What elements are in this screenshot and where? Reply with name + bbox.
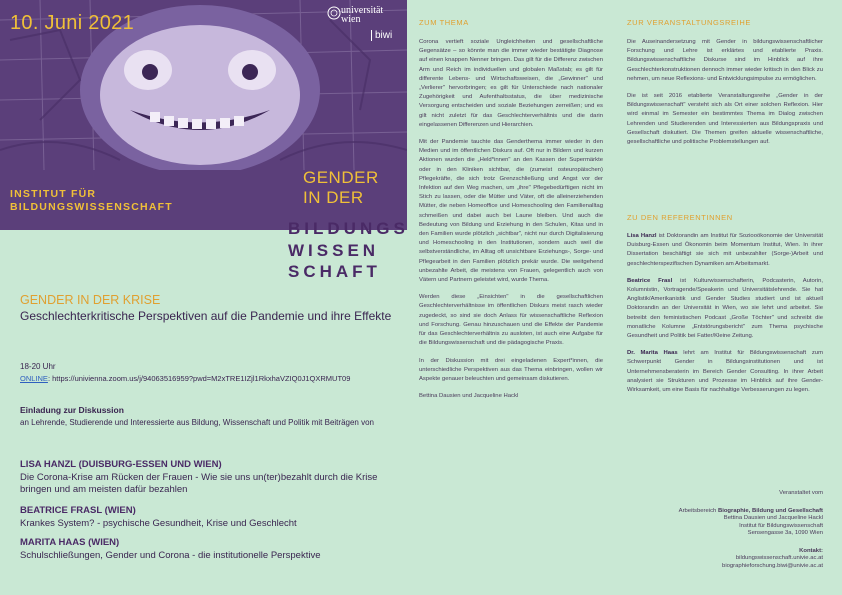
logo-line-1: universität bbox=[341, 5, 384, 16]
hero-image bbox=[0, 0, 407, 170]
paragraph: Die ist seit 2016 etablierte Veranstaltungsreihe „Gender in der Bildungswissenschaft" versteht sich als Ort einer solchen Reflexion. Hier wird einmal im Semester ein bestimmtes Thema im Dialog zwischen Lehrenden und Studierenden und Interessierten aus Bildungspraxis und Gesellschaft diskutiert. Die Themen greifen aktuelle wissenschaftliche, gesellschaftliche und politische Problemstellungen auf. bbox=[627, 93, 823, 146]
bio bbox=[627, 232, 823, 269]
right-panel bbox=[613, 0, 842, 595]
invite-text: an Lehrende, Studierende und Interessierte aus Bildung, Wissenschaft und Politik mit Beiträgen von bbox=[20, 418, 374, 427]
event-time: 18-20 Uhr bbox=[20, 362, 56, 371]
area-prefix: Arbeitsbereich bbox=[678, 508, 718, 514]
event-subtitle: Geschlechterkritische Perspektiven auf die Pandemie und ihre Effekte bbox=[20, 309, 392, 323]
referentinnen-text bbox=[627, 232, 823, 403]
speaker-name: MARITA HAAS (WIEN) bbox=[20, 537, 120, 548]
invite-heading: Einladung zur Diskussion bbox=[20, 405, 124, 415]
university-seal-icon bbox=[327, 6, 341, 20]
contact-block bbox=[722, 548, 823, 570]
online-link-row bbox=[20, 374, 350, 383]
zum-thema-text bbox=[419, 38, 603, 409]
middle-panel bbox=[407, 0, 613, 595]
bio-text: lehrt am Institut für Bildungswissenschaft zum Schwerpunkt Gender in Bildungsinstitutionen und ist Unternehmensberaterin im Bereich Gender Consulting. In ihrer Arbeit analysiert sie Strukturen und Prozesse im Hinblick auf ihre Gender-Wirksamkeit, um eine Basis für nachhaltige Verbesserungen zu legen. bbox=[627, 350, 823, 394]
event-heading: GENDER IN DER KRISE bbox=[20, 293, 161, 307]
series-title-bildung bbox=[288, 218, 409, 283]
organizer-label: Veranstaltet vom bbox=[779, 490, 823, 496]
authors: Bettina Dausien und Jacqueline Hackl bbox=[419, 393, 519, 400]
title-line-in-der: IN DER bbox=[303, 188, 364, 207]
speaker-name: BEATRICE FRASL (WIEN) bbox=[20, 505, 136, 516]
area-name: Biographie, Bildung und Gesellschaft bbox=[717, 508, 823, 514]
speaker-name: LISA HANZL (DUISBURG-ESSEN UND WIEN) bbox=[20, 459, 222, 470]
online-url: : https://univienna.zoom.us/j/94063516959?pwd=M2xTRE1IZjl1RkxhaVZIQ0J1QXRMUT09 bbox=[47, 374, 351, 383]
institute-line-1: INSTITUT FÜR bbox=[10, 188, 97, 200]
section-heading-referentinnen: ZU DEN REFERENTINNEN bbox=[627, 213, 733, 222]
contact-email-1[interactable]: bildungswissenschaft.univie.ac.at bbox=[735, 555, 823, 562]
paragraph: Corona vertieft soziale Ungleichheiten und gesellschaftliche Gegensätze – so könnte man die immer wieder bestätigte Diagnose auf einen knappen Nenner bringen. Das gilt für die Differenz zwischen Arm und Reich im individuellen und globalen Maßstab; es gilt für differente Lebens- und Wirtschaftsweisen, die „Gewinner" und „Verlierer" hervorbringen; es gilt für Unterschiede nach nationaler Zugehörigkeit und Aufenthaltsstatus, die über medizinische Versorgung entscheiden und soziale Beziehungen zerreißen; und es gilt nicht zuletzt für das Geschlechterverhältnis und die darin eingelassenen Differenzen und Hierarchien. bbox=[419, 39, 603, 128]
bio-name: Lisa Hanzl bbox=[627, 233, 657, 239]
bio-text: ist Kulturwissenschafterin, Podcasterin, Autorin, Kolumnistin, Vortragende/Speakerin und Universitätslehrende. Sie hat Anglistik/Amerikanistik und Gender Studies studiert und ist aktuell Doktorandin an der Universität in Wien, wo sie lehrt und arbeitet. Sie betreibt den feministischen Podcast „Große Töchter" und schreibt die monatliche Kolumne „Entstörungsbericht" zum Thema psychische Gesundheit und Politik bei Fatter/Kleine Zeitung. bbox=[627, 277, 823, 340]
title-line-bildungs: BILDUNGS bbox=[288, 219, 409, 238]
paragraph: Mit der Pandemie tauchte das Genderthema immer wieder in den Medien und im öffentlichen Diskurs auf. Oft nur in Bildern und kurzen Aktionen wurden die „Held*innen" an den Kassen der Supermärkte oder in den Kliniken sichtbar, die (zumeist osteuropäischen) Pflegekräfte, die sich trotz Grenzschließung und Angst vor der Infektion auf den Weg machen, um „ihre" Pflegebedürftigen nicht im Stich zu lassen, oder die Mütter und Väter, oft die alleinerziehenden Mütter, die neben Homeoffice und Homeschooling den Familienalltag schmeißen und dabei auch bei Laune bleiben. Und auch die Bedeutung von Bildung und Erziehung in den Schulen, Kitas und in den Familien wurde plötzlich „sichtbar", nicht nur durch Digitalisierung und Homeschooling in den Institutionen, sondern auch weil die selbstverständliche, im Alltag oft unsichtbare Erziehungs-, Sorge- und Pflegearbeit in den Familien plötzlich prekär wurde. Die weitgehend unbezahlte Arbeit, die meistens von Frauen, gelegentlich auch von Vätern und Partnern geleistet wird, wurde Thema. bbox=[419, 139, 603, 284]
bio-text: ist Doktorandin am Institut für Soziooökonomie der Universität Duisburg-Essen und Ökonomin beim Momentum Institut, Wien. In ihrer Dissertation beschäftigt sie sich mit unbezahlter (Sorge-)Arbeit und geschlechterspezifischen Dynamiken am Arbeitsmarkt. bbox=[627, 233, 823, 267]
bio bbox=[627, 349, 823, 395]
contact-email-2[interactable]: biographieforschung.biwi@univie.ac.at bbox=[722, 562, 823, 569]
bio-name: Dr. Marita Haas bbox=[627, 350, 678, 357]
title-line-wissen: WISSEN bbox=[288, 240, 380, 260]
organizer-persons: Bettina Dausien und Jacqueline Hackl bbox=[723, 515, 823, 522]
title-line-schaft: SCHAFT bbox=[288, 262, 381, 281]
institute-name bbox=[10, 188, 173, 214]
paragraph: Die Auseinandersetzung mit Gender in bildungswissenschaftlicher Forschung und Lehre ist erklärtes und etablierte Praxis. Bildungswissenschaftliche Diskurse sind im Hinblick auf ihre Geschlechterkonstruktionen dennoch immer wieder kritisch in den Blick zu nehmen, um neue Reflexions- und Entwicklungsimpulse zu ermöglichen. bbox=[627, 39, 823, 82]
paragraph: Werden diese „Einsichten" in die gesellschaftlichen Geschlechterverhältnisse im öffentlichen Diskurs meist rasch wieder zugedeckt, so sind sie doch Anlass für wissenschaftliche Reflexion und Forschung. Genau hinzuschauen und die Effekte der Pandemie für das Geschlechterverhältnis zu ausloten, ist auch eine Aufgabe für die Bildungswissenschaft und die pädagogische Praxis. bbox=[419, 294, 603, 347]
bio-name: Beatrice Frasl bbox=[627, 277, 673, 284]
series-title-gender bbox=[303, 168, 379, 208]
speaker-talk: Die Corona-Krise am Rücken der Frauen - Wie sie uns un(ter)bezahlt durch die Krise bringen und am meisten dafür bezahlen bbox=[20, 472, 378, 495]
title-line-gender: GENDER bbox=[303, 168, 379, 187]
paragraph: In der Diskussion mit drei eingeladenen Expert*innen, die unterschiedliche Perspektiven aus das Thema einbringen, wollen wir Aspekte genauer beleuchten und gemeinsam diskutieren. bbox=[419, 357, 603, 382]
organizer-address: Sensengasse 3a, 1090 Wien bbox=[747, 529, 823, 536]
left-panel bbox=[0, 0, 407, 595]
event-date: 10. Juni 2021 bbox=[10, 12, 134, 34]
university-logo bbox=[327, 4, 403, 48]
online-link[interactable]: ONLINE bbox=[20, 374, 48, 383]
institute-line-2: BILDUNGSWISSENSCHAFT bbox=[10, 201, 173, 213]
speaker-talk: Krankes System? - psychische Gesundheit, Krise und Geschlecht bbox=[20, 518, 297, 529]
organizer-institute: Institut für Bildungswissenschaft bbox=[739, 522, 823, 529]
section-heading-zum-thema: ZUM THEMA bbox=[419, 18, 469, 27]
organizer-area bbox=[679, 508, 823, 515]
section-heading-reihe: ZUR VERANSTALTUNGSREIHE bbox=[627, 18, 751, 27]
bio bbox=[627, 277, 823, 341]
speaker-talk: Schulschließungen, Gender und Corona - die institutionelle Perspektive bbox=[20, 550, 321, 561]
biwi-logo: biwi bbox=[371, 30, 392, 41]
university-name bbox=[341, 6, 383, 24]
contact-label: Kontakt: bbox=[799, 548, 823, 554]
logo-line-2: wien bbox=[341, 14, 361, 25]
reihe-text bbox=[627, 38, 823, 155]
organizer-block bbox=[679, 508, 823, 537]
